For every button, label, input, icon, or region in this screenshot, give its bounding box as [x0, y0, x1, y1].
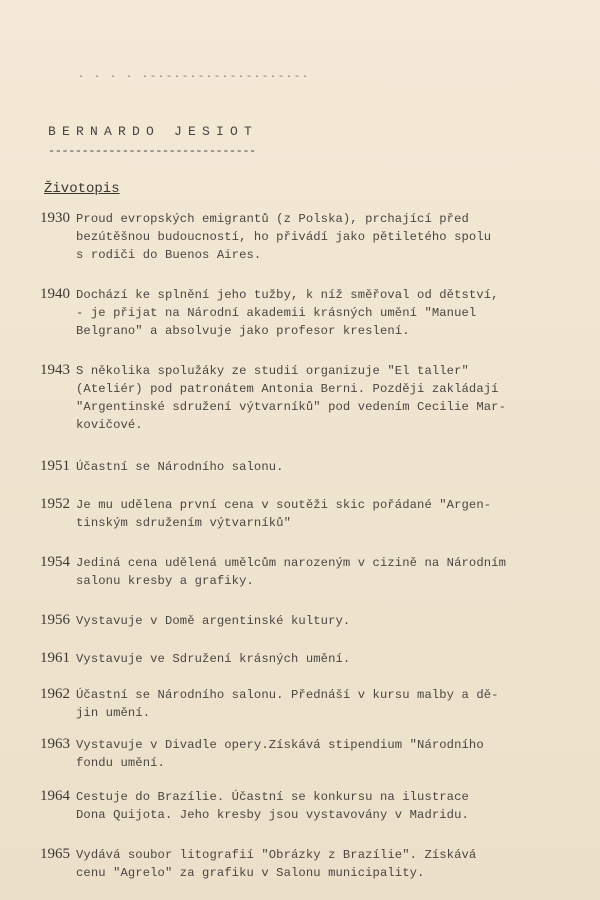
entry-text-line: Cestuje do Brazílie. Účastní se konkursu na ilustrace — [76, 790, 469, 804]
entry-text-line: Vystavuje v Divadle opery.Získává stipendium "Národního — [76, 738, 484, 752]
entry-text — [76, 458, 284, 476]
biography-entry — [40, 788, 580, 824]
entry-text-line: Vydává soubor litografií "Obrázky z Brazílie". Získává — [76, 848, 477, 862]
entry-year: 1930 — [40, 210, 70, 226]
entry-text-line: Jediná cena udělená umělcům narozeným v cizině na Národním — [76, 556, 506, 570]
biography-entry — [40, 650, 580, 668]
entry-text-line: fondu umění. — [76, 756, 165, 770]
section-heading: Životopis — [44, 181, 120, 197]
entry-text-line: Vystavuje v Domě argentinské kultury. — [76, 614, 351, 628]
entry-text-line: Dochází ke splnění jeho tužby, k níž směřoval od dětství, — [76, 288, 499, 302]
entry-text-line: Je mu udělena první cena v soutěži skic pořádané "Argen- — [76, 498, 492, 512]
entry-year: 1943 — [40, 362, 70, 378]
entry-text — [76, 846, 476, 882]
entry-text — [76, 286, 499, 340]
entry-text-line: (Ateliér) pod patronátem Antonia Berni. Později zakládají — [76, 382, 499, 396]
entry-year: 1962 — [40, 686, 70, 702]
entry-year: 1961 — [40, 650, 70, 666]
artist-name: BERNARDO JESIOT — [48, 124, 259, 139]
dotted-header-line: · · · · ·-·-·-·-·-·-·-·-·-·-· — [78, 72, 311, 83]
entry-text-line: Vystavuje ve Sdružení krásných umění. — [76, 652, 351, 666]
entry-year: 1965 — [40, 846, 70, 862]
biography-entry — [40, 612, 580, 630]
biography-entry — [40, 210, 580, 264]
entry-text-line: kovičové. — [76, 418, 143, 432]
entry-year: 1940 — [40, 286, 70, 302]
entry-year: 1951 — [40, 458, 70, 474]
entry-text-line: tinským sdružením výtvarníků" — [76, 516, 291, 530]
entry-text — [76, 788, 469, 824]
biography-entry — [40, 362, 580, 434]
entry-text — [76, 362, 506, 434]
entry-text-line: Proud evropských emigrantů (z Polska), prchající před — [76, 212, 469, 226]
entry-text-line: - je přijat na Národní akademii krásných umění "Manuel — [76, 306, 477, 320]
entry-text-line: Účastní se Národního salonu. — [76, 460, 284, 474]
entry-text — [76, 650, 350, 668]
entry-year: 1964 — [40, 788, 70, 804]
entry-text-line: "Argentinské sdružení výtvarníků" pod vedením Cecilie Mar- — [76, 400, 506, 414]
entry-text-line: Belgrano" a absolvuje jako profesor kreslení. — [76, 324, 410, 338]
biography-entry — [40, 496, 580, 532]
entry-text-line: s rodiči do Buenos Aires. — [76, 248, 262, 262]
entry-text — [76, 612, 350, 630]
biography-entry — [40, 458, 580, 476]
entry-year: 1956 — [40, 612, 70, 628]
entry-year: 1954 — [40, 554, 70, 570]
entry-text-line: Účastní se Národního salonu. Přednáší v kursu malby a dě- — [76, 688, 499, 702]
biography-entry — [40, 736, 580, 772]
entry-text-line: cenu "Agrelo" za grafiku v Salonu municipality. — [76, 866, 425, 880]
biography-entry — [40, 286, 580, 340]
biography-entry — [40, 554, 580, 590]
entry-text — [76, 554, 506, 590]
entry-text-line: bezútěšnou budoucností, ho přivádí jako pětiletého spolu — [76, 230, 492, 244]
entry-text — [76, 210, 491, 264]
entry-year: 1963 — [40, 736, 70, 752]
entry-text-line: jin umění. — [76, 706, 151, 720]
entry-text-line: Dona Quijota. Jeho kresby jsou vystavovány v Madridu. — [76, 808, 469, 822]
entry-text-line: salonu kresby a grafiky. — [76, 574, 254, 588]
entry-text — [76, 496, 491, 532]
biography-entry — [40, 846, 580, 882]
entry-text — [76, 736, 484, 772]
biography-entry — [40, 686, 580, 722]
entry-text — [76, 686, 499, 722]
entry-text-line: S několika spolužáky ze studií organizuje "El taller" — [76, 364, 469, 378]
entry-year: 1952 — [40, 496, 70, 512]
name-underline: ------------------------------- — [48, 144, 256, 158]
